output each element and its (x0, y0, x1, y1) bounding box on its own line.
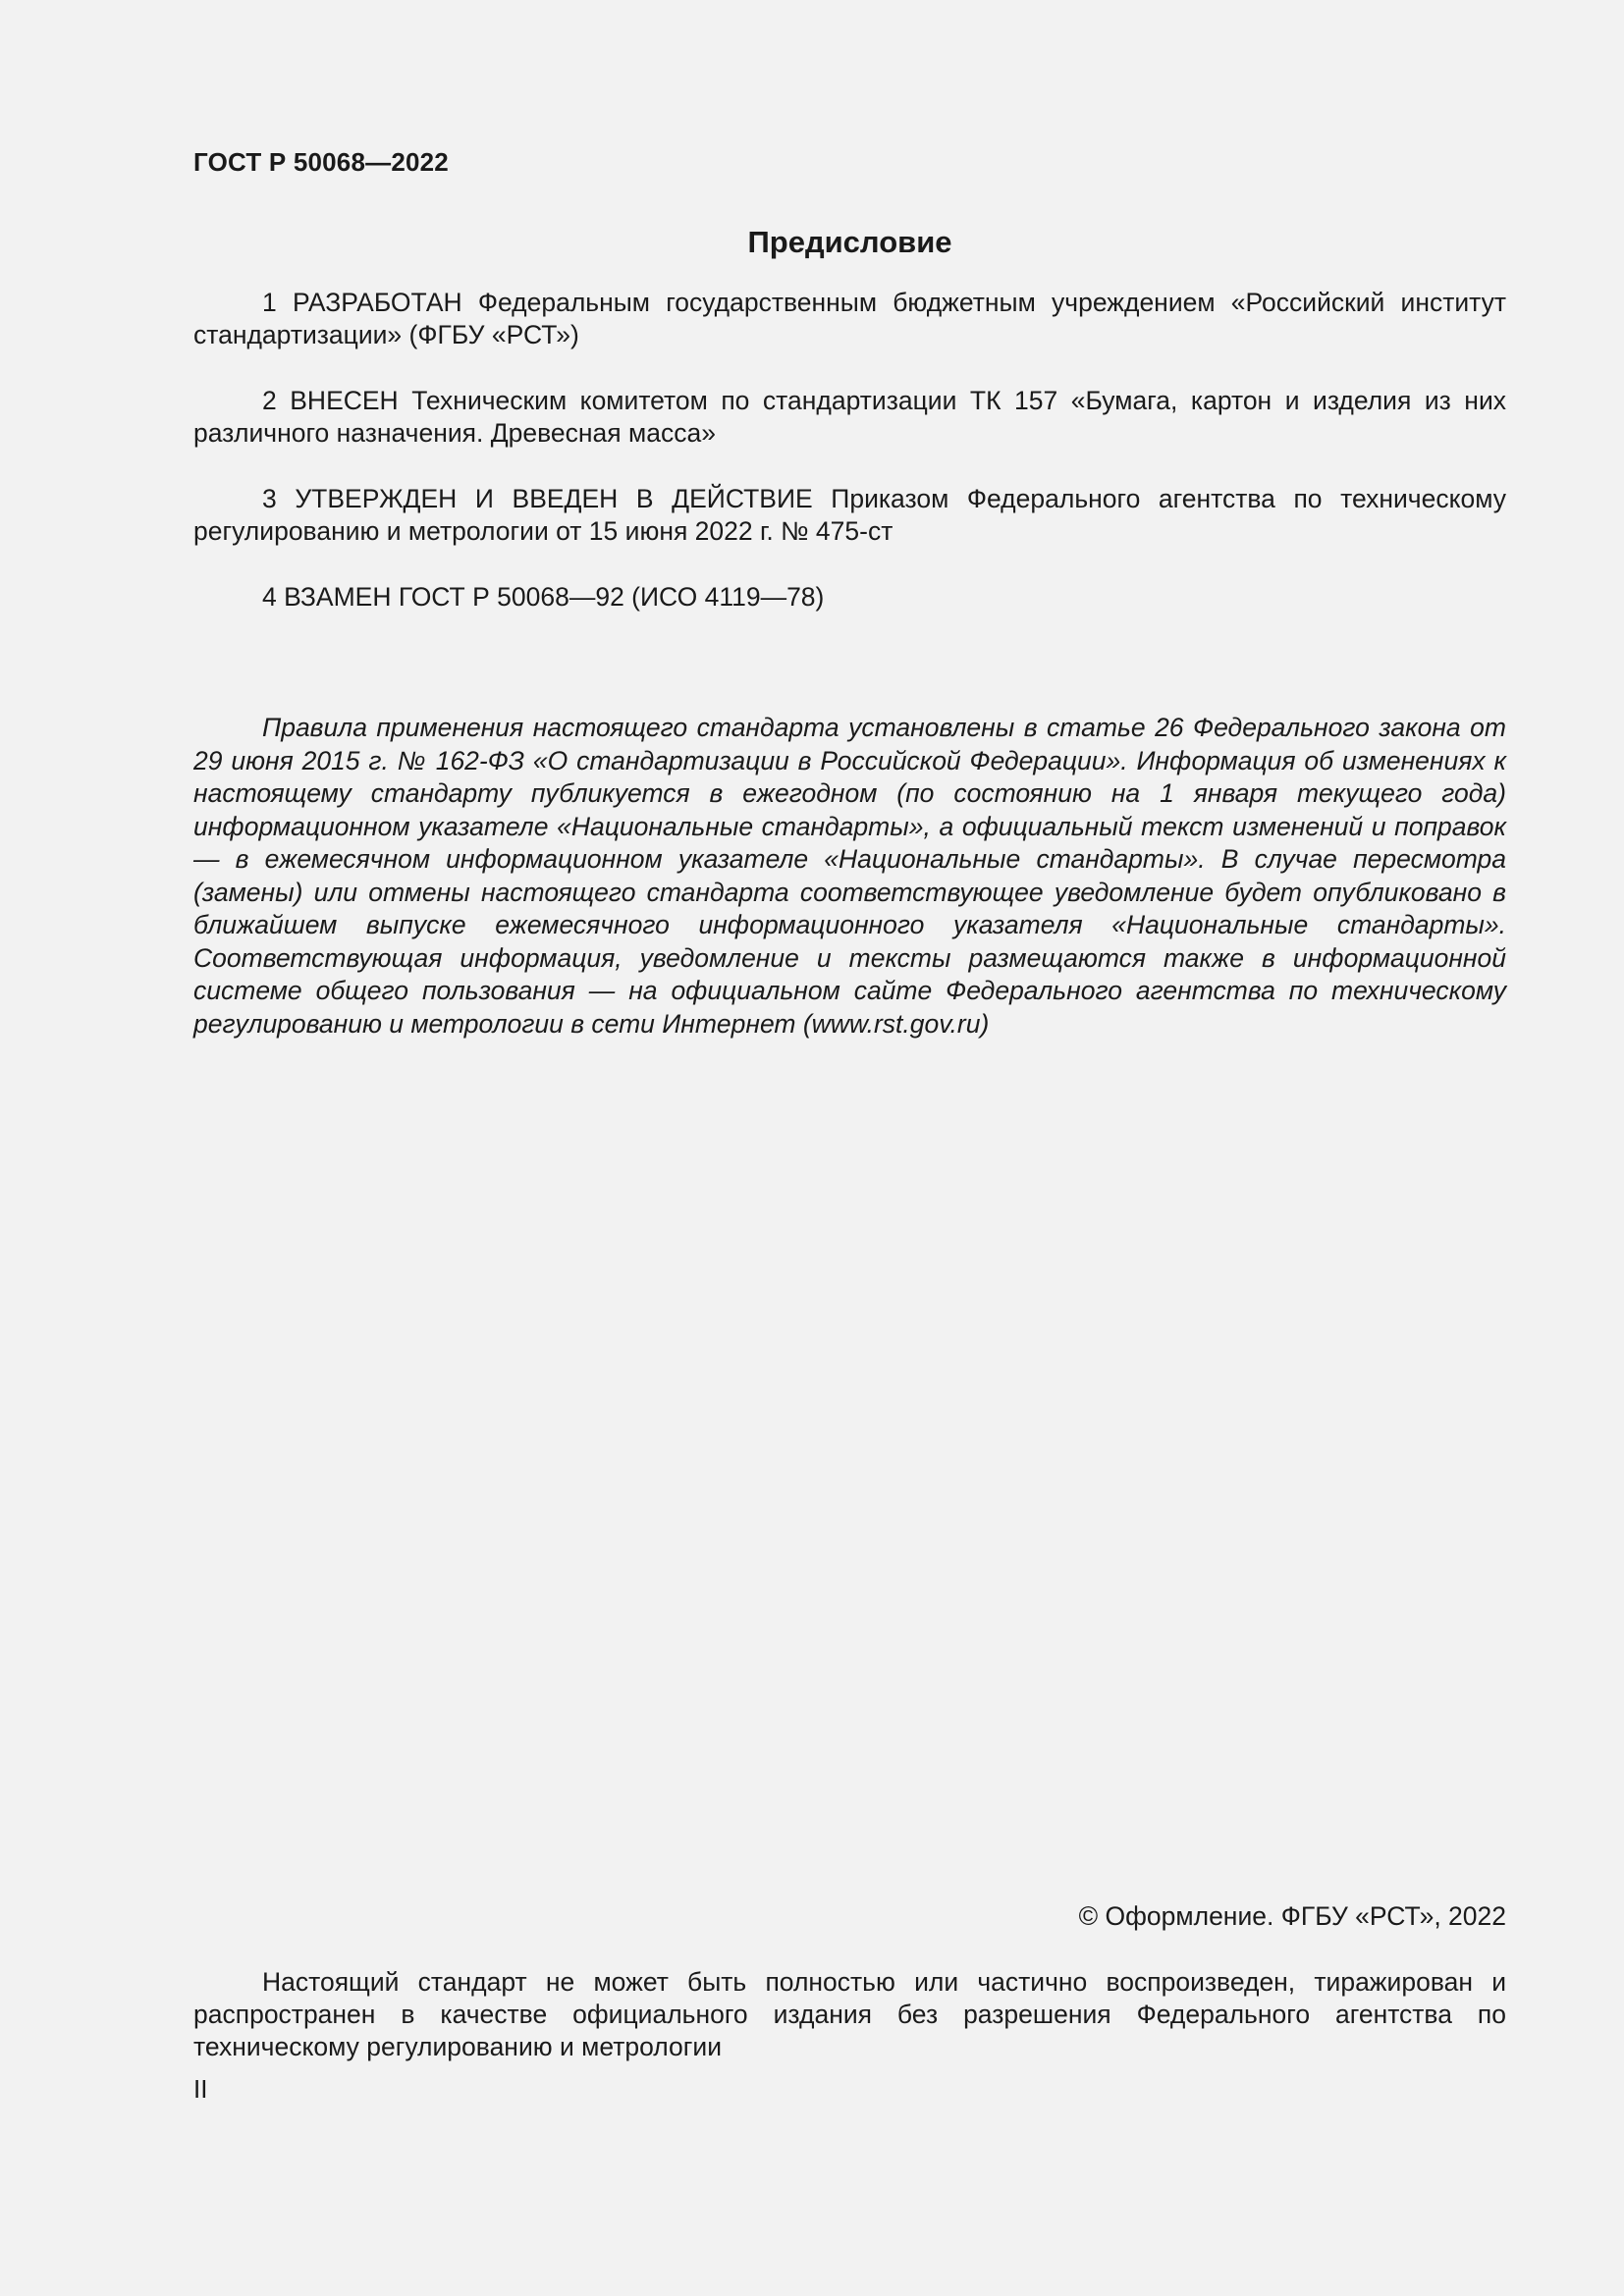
copyright-line: © Оформление. ФГБУ «РСТ», 2022 (1078, 1901, 1506, 1931)
foreword-item-4: 4 ВЗАМЕН ГОСТ Р 50068—92 (ИСО 4119—78) (262, 582, 825, 612)
standard-code: ГОСТ Р 50068—2022 (193, 147, 449, 177)
foreword-item-2: 2 ВНЕСЕН Техническим комитетом по стандартизации ТК 157 «Бумага, картон и изделия из них различного назначения. Древесная масса» (193, 386, 1506, 448)
foreword-item-1: 1 РАЗРАБОТАН Федеральным государственным бюджетным учреждением «Российский институт стандартизации» (ФГБУ «РСТ») (193, 288, 1506, 349)
reproduction-notice: Настоящий стандарт не может быть полностью или частично воспроизведен, тиражирован и распространен в качестве официального издания без разрешения Федерального агентства по техническому регулированию и метрологии (193, 1967, 1506, 2061)
foreword-item-3: 3 УТВЕРЖДЕН И ВВЕДЕН В ДЕЙСТВИЕ Приказом Федерального агентства по техническому регулированию и метрологии от 15 июня 2022 г. № 475-ст (193, 484, 1506, 546)
page-number: II (193, 2074, 208, 2104)
page-title: Предисловие (747, 225, 952, 259)
application-rules-note: Правила применения настоящего стандарта установлены в статье 26 Федерального закона от 29 июня 2015 г. № 162-ФЗ «О стандартизации в Российской Федерации». Информация об изменениях к настоящему стандарту публикуется в ежегодном (по состоянию на 1 января текущего года) информационном указателе «Национальные стандарты», а официальный текст изменений и поправок — в ежемесячном информационном указателе «Национальные стандарты». В случае пересмотра (замены) или отмены настоящего стандарта соответствующее уведомление будет опубликовано в ближайшем выпуске ежемесячного информационного указателя «Национальные стандарты». Соответствующая информация, уведомление и тексты размещаются также в информационной системе общего пользования — на официальном сайте Федерального агентства по техническому регулированию и метрологии в сети Интернет (www.rst.gov.ru) (193, 713, 1506, 1039)
